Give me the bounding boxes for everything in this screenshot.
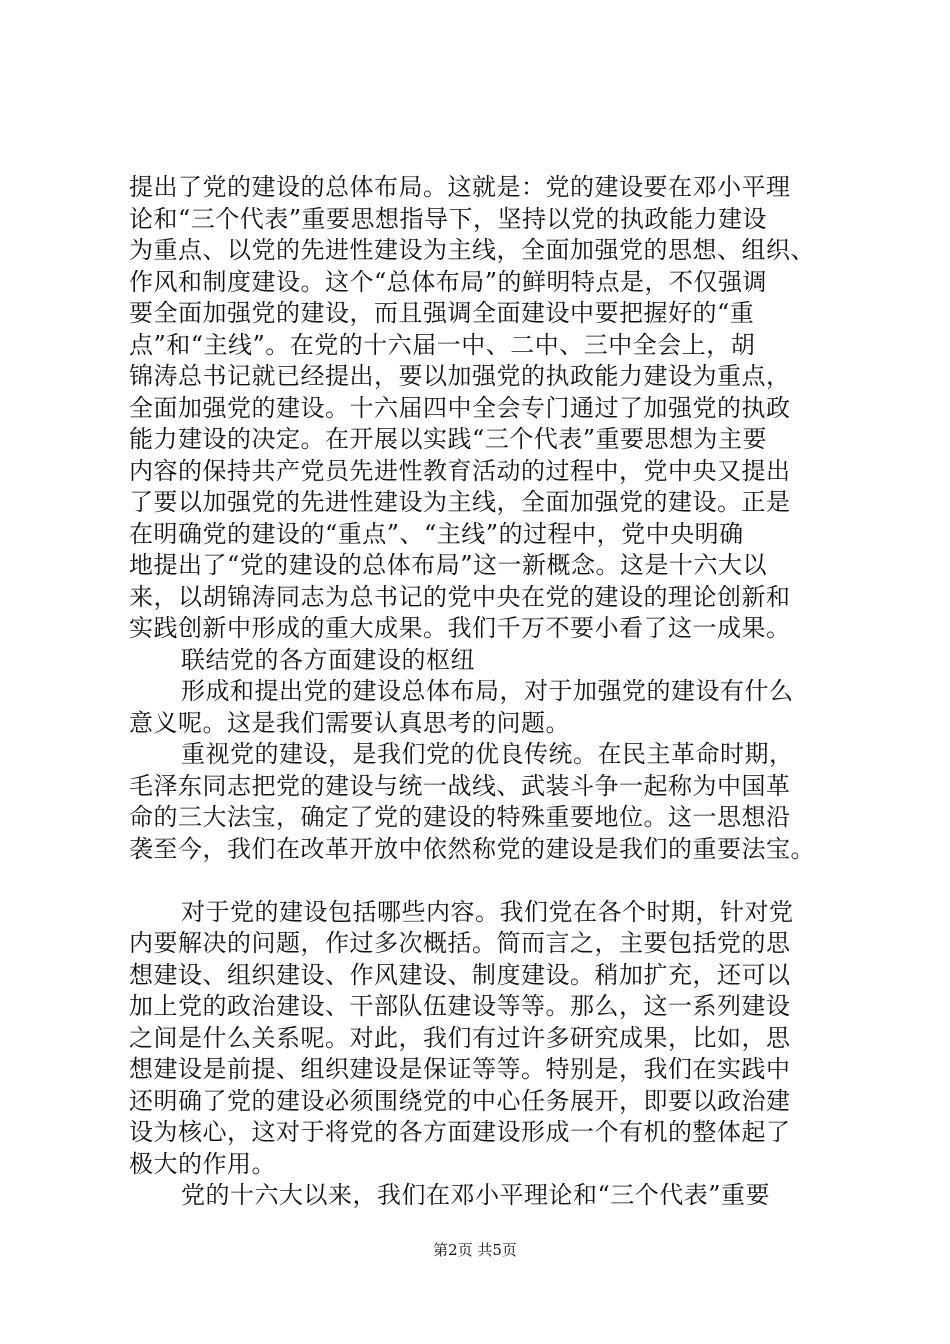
text-line: 论和“三个代表”重要思想指导下，坚持以党的执政能力建设 [129, 204, 768, 233]
text-line: 袭至今，我们在改革开放中依然称党的建设是我们的重要法宝。 [129, 834, 815, 863]
text-line: 设为核心，这对于将党的各方面建设形成一个有机的整体起了 [129, 1118, 791, 1146]
text-line: 重视党的建设，是我们党的优良传统。在民主革命时期， [181, 740, 794, 768]
text-line: 对于党的建设包括哪些内容。我们党在各个时期，针对党 [181, 897, 794, 926]
text-line: 内容的保持共产党员先进性教育活动的过程中，党中央又提出 [129, 456, 791, 485]
text-line: 内要解决的问题，作过多次概括。简而言之，主要包括党的思 [129, 929, 791, 957]
text-line: 地提出了“党的建设的总体布局”这一新概念。这是十六大以 [129, 551, 768, 579]
page-number: 第2页 共5页 [433, 1241, 517, 1259]
paragraph-spacer [129, 865, 849, 897]
text-line: 命的三大法宝，确定了党的建设的特殊重要地位。这一思想沿 [129, 803, 791, 831]
text-line: 提出了党的建设的总体布局。这就是：党的建设要在邓小平理 [129, 173, 791, 201]
text-line: 加上党的政治建设、干部队伍建设等等。那么，这一系列建设 [129, 992, 791, 1020]
text-line: 极大的作用。 [129, 1149, 276, 1178]
text-line: 为重点、以党的先进性建设为主线，全面加强党的思想、组织、 [129, 236, 815, 264]
text-line: 来，以胡锦涛同志为总书记的党中央在党的建设的理论创新和 [129, 582, 791, 611]
text-line: 锦涛总书记就已经提出，要以加强党的执政能力建设为重点， [129, 362, 791, 390]
text-line: 想建设、组织建设、作风建设、制度建设。稍加扩充，还可以 [129, 960, 791, 989]
section-heading: 联结党的各方面建设的枢纽 [181, 645, 475, 674]
text-line: 形成和提出党的建设总体布局，对于加强党的建设有什么 [181, 677, 794, 705]
text-line: 在明确党的建设的“重点”、“主线”的过程中，党中央明确 [129, 519, 744, 548]
text-line: 全面加强党的建设。十六届四中全会专门通过了加强党的执政 [129, 393, 791, 422]
document-body [129, 172, 849, 1212]
text-line: 党的十六大以来，我们在邓小平理论和“三个代表”重要 [181, 1181, 771, 1209]
text-line: 想建设是前提、组织建设是保证等等。特别是，我们在实践中 [129, 1055, 791, 1083]
text-line: 还明确了党的建设必须围绕党的中心任务展开，即要以政治建 [129, 1086, 791, 1115]
text-line: 要全面加强党的建设，而且强调全面建设中要把握好的“重 [129, 299, 755, 327]
page-footer [0, 1240, 950, 1260]
text-line: 了要以加强党的先进性建设为主线，全面加强党的建设。正是 [129, 488, 791, 516]
text-line: 点”和“主线”。在党的十六届一中、二中、三中全会上，胡 [129, 330, 756, 359]
text-line: 能力建设的决定。在开展以实践“三个代表”重要思想为主要 [129, 425, 768, 453]
text-line: 毛泽东同志把党的建设与统一战线、武装斗争一起称为中国革 [129, 771, 791, 800]
text-line: 作风和制度建设。这个“总体布局”的鲜明特点是，不仅强调 [129, 267, 768, 296]
text-line: 实践创新中形成的重大成果。我们千万不要小看了这一成果。 [129, 614, 791, 642]
text-line: 意义呢。这是我们需要认真思考的问题。 [129, 708, 570, 737]
text-line: 之间是什么关系呢。对此，我们有过许多研究成果，比如，思 [129, 1023, 791, 1052]
